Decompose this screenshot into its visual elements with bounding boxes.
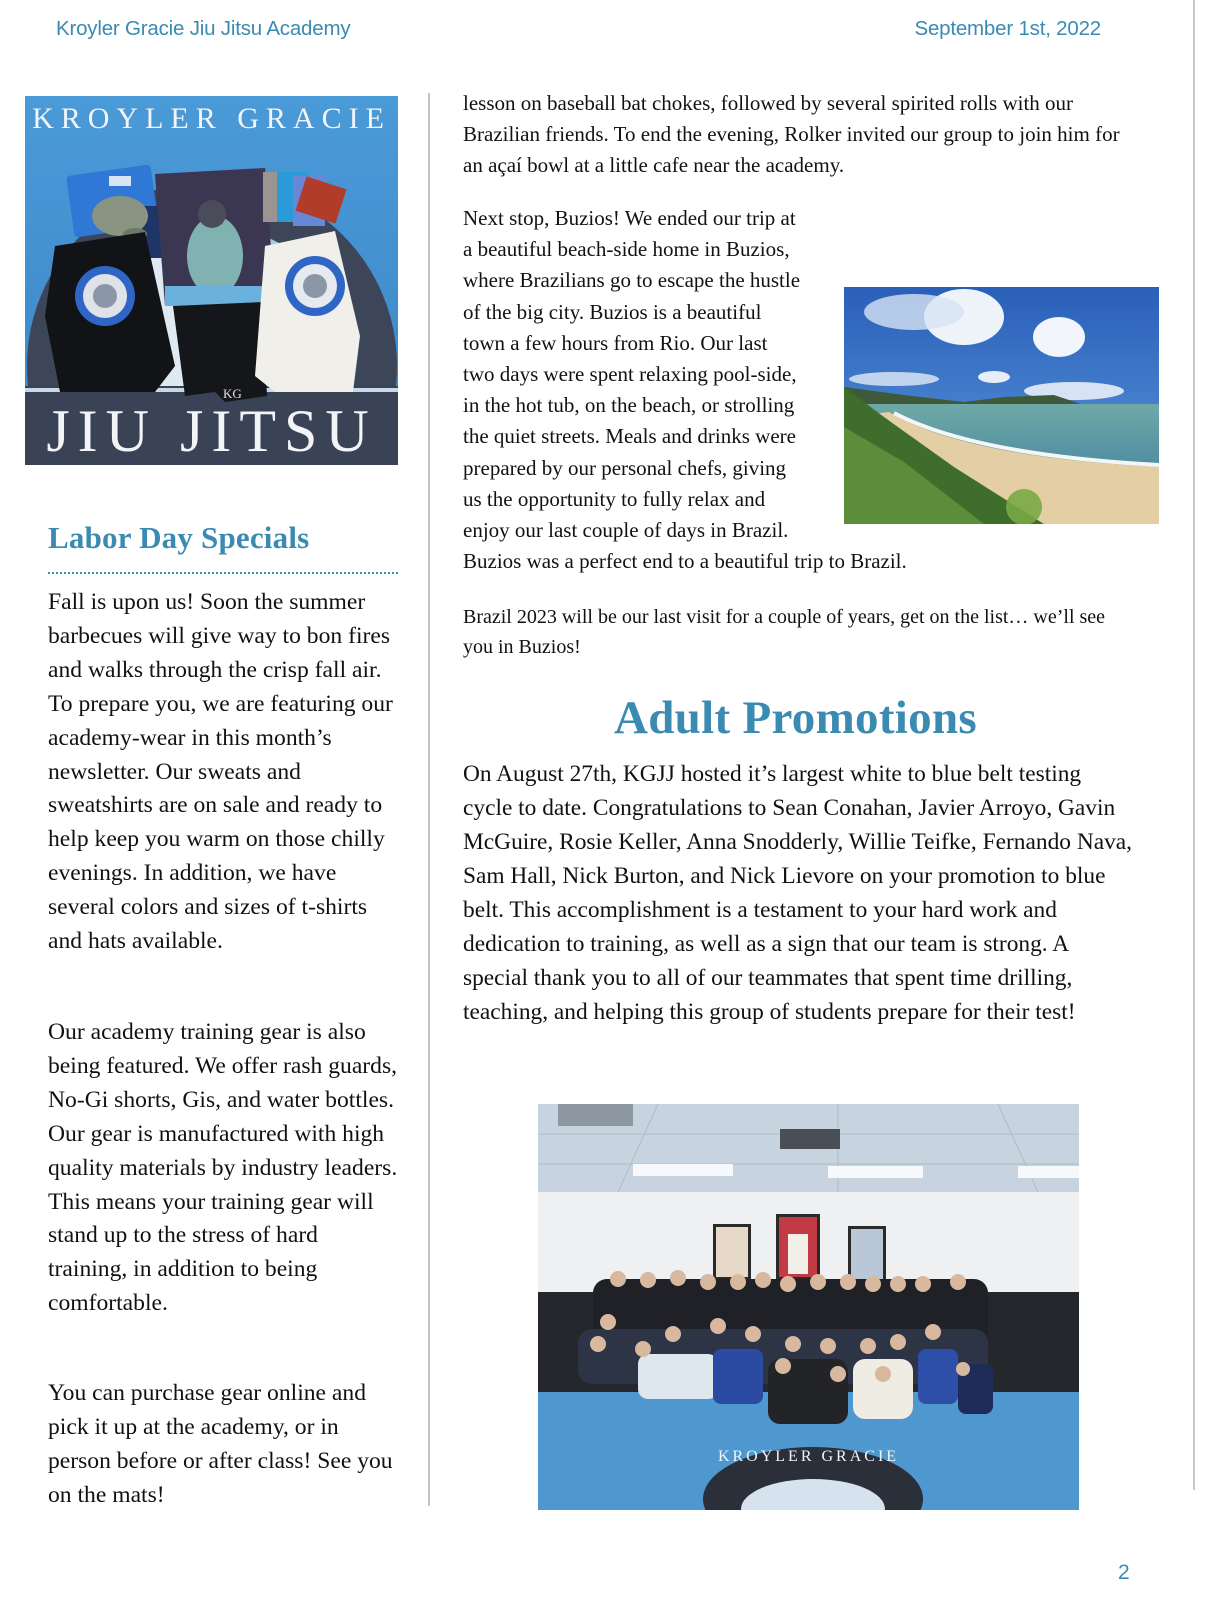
- page-number: 2: [1118, 1561, 1130, 1584]
- brazil-paragraph-3: [463, 602, 1128, 662]
- gear-photo-artwork: [25, 96, 398, 465]
- brazil-paragraph-1: [463, 88, 1128, 182]
- labor-day-paragraph-2: [48, 1016, 398, 1321]
- buzios-beach-photo: [844, 287, 1159, 524]
- shorts-logo-text: KG: [223, 386, 242, 401]
- section-title-adult-promotions: Adult Promotions: [614, 692, 977, 744]
- dotted-divider: [48, 572, 398, 574]
- promotion-group-photo: [538, 1104, 1079, 1510]
- paragraph-text: Next stop, Buzios! We ended our trip at a beautiful beach-side home in Buzios, where Brazilians go to escape the hustle of the big city. Buzios is a beautiful town a few hours from Rio. Our last two days were spent relaxing pool-side, in the hot tub, on the beach, or strolling the quiet streets. Meals and drinks were prepared by our personal chefs, giving us the opportunity to fully relax and enjoy our last couple of days in Brazil. Buzios was a perfect end to a beautiful trip to Brazil.: [463, 206, 907, 574]
- gear-emblem-bottom-text: JIU JITSU: [46, 398, 377, 464]
- group-photo-artwork: [538, 1104, 1079, 1510]
- section-title-labor-day-specials: Labor Day Specials: [48, 520, 310, 555]
- gear-emblem-text: KROYLER GRACIE: [32, 102, 391, 135]
- newsletter-academy-name: Kroyler Gracie Jiu Jitsu Academy: [56, 17, 351, 40]
- paragraph-text: You can purchase gear online and pick it up at the academy, or in person before or after class! See you on the mats!: [48, 1380, 393, 1508]
- academy-gear-photo: [25, 96, 398, 465]
- newsletter-date: September 1st, 2022: [914, 17, 1101, 40]
- labor-day-paragraph-1: [48, 586, 398, 959]
- column-divider: [428, 93, 430, 1506]
- paragraph-text: lesson on baseball bat chokes, followed by several spirited rolls with our Brazilian friends. To end the evening, Rolker invited our group to join him for an açaí bowl at a little cafe near the academy.: [463, 91, 1120, 178]
- paragraph-text: Brazil 2023 will be our last visit for a couple of years, get on the list… we’ll see you in Buzios!: [463, 606, 1106, 658]
- labor-day-paragraph-3: [48, 1377, 398, 1513]
- page-edge-line: [1193, 0, 1195, 1490]
- paragraph-text: Our academy training gear is also being featured. We offer rash guards, No-Gi shorts, Gis, and water bottles. Our gear is manufactured with high quality materials by industry leaders. This means your training gear will stand up to the stress of hard training, in addition to being comfortable.: [48, 1019, 398, 1317]
- paragraph-text: Fall is upon us! Soon the summer barbecues will give way to bon fires and walks through the crisp fall air. To prepare you, we are featuring our academy-wear in this month’s newsletter. Our sweats and sweatshirts are on sale and ready to help keep you warm on those chilly evenings. In addition, we have several colors and sizes of t-shirts and hats available.: [48, 589, 393, 955]
- paragraph-text: On August 27th, KGJJ hosted it’s largest white to blue belt testing cycle to date. Congratulations to Sean Conahan, Javier Arroyo, Gavin McGuire, Rosie Keller, Anna Snodderly, Willie Teifke, Fernando Nava, Sam Hall, Nick Burton, and Nick Lievore on your promotion to blue belt. This accomplishment is a testament to your hard work and dedication to training, as well as a sign that our team is strong. A special thank you to all of our teammates that spent time drilling, teaching, and helping this group of students prepare for their test!: [463, 761, 1133, 1025]
- mat-logo-text: KROYLER GRACIE: [717, 1448, 900, 1465]
- adult-promotions-paragraph: [463, 757, 1133, 1029]
